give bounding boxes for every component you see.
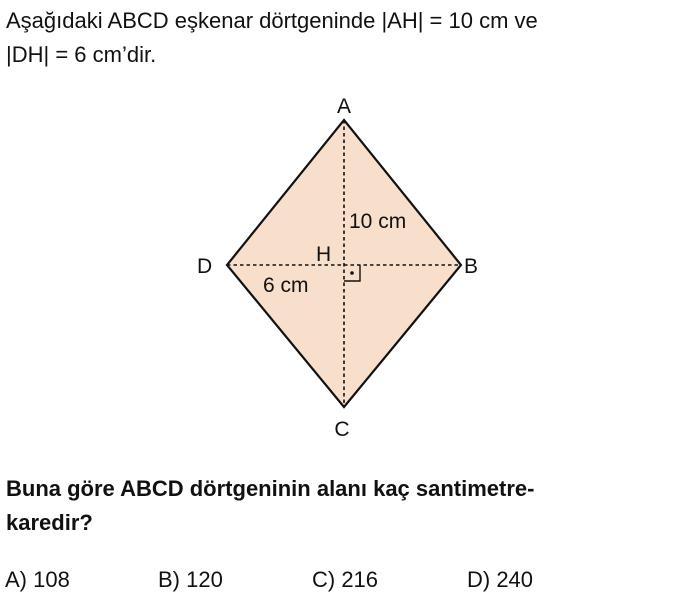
vertex-label-c: C — [334, 418, 350, 441]
problem-statement-line-1: Aşağıdaki ABCD eşkenar dörtgeninde |AH| = 10 cm ve — [6, 8, 538, 33]
choice-c[interactable]: C) 216 — [312, 567, 379, 592]
choice-d[interactable]: D) 240 — [467, 567, 534, 592]
length-label-dh: 6 cm — [263, 274, 309, 297]
question-text — [6, 472, 674, 540]
vertex-label-d: D — [197, 255, 213, 278]
problem-statement-line-2: |DH| = 6 cm’dir. — [6, 42, 157, 67]
question-line-1: Buna göre ABCD dörtgeninin alanı kaç santimetre- — [6, 476, 535, 501]
question-line-2: karedir? — [6, 510, 93, 535]
vertex-label-b: B — [464, 255, 479, 278]
choice-b[interactable]: B) 120 — [158, 567, 223, 592]
answer-choices — [0, 567, 677, 601]
right-angle-dot — [350, 271, 354, 275]
choice-a[interactable]: A) 108 — [5, 567, 70, 592]
point-label-h: H — [316, 243, 332, 266]
vertex-label-a: A — [336, 95, 352, 118]
length-label-ah: 10 cm — [349, 210, 407, 233]
